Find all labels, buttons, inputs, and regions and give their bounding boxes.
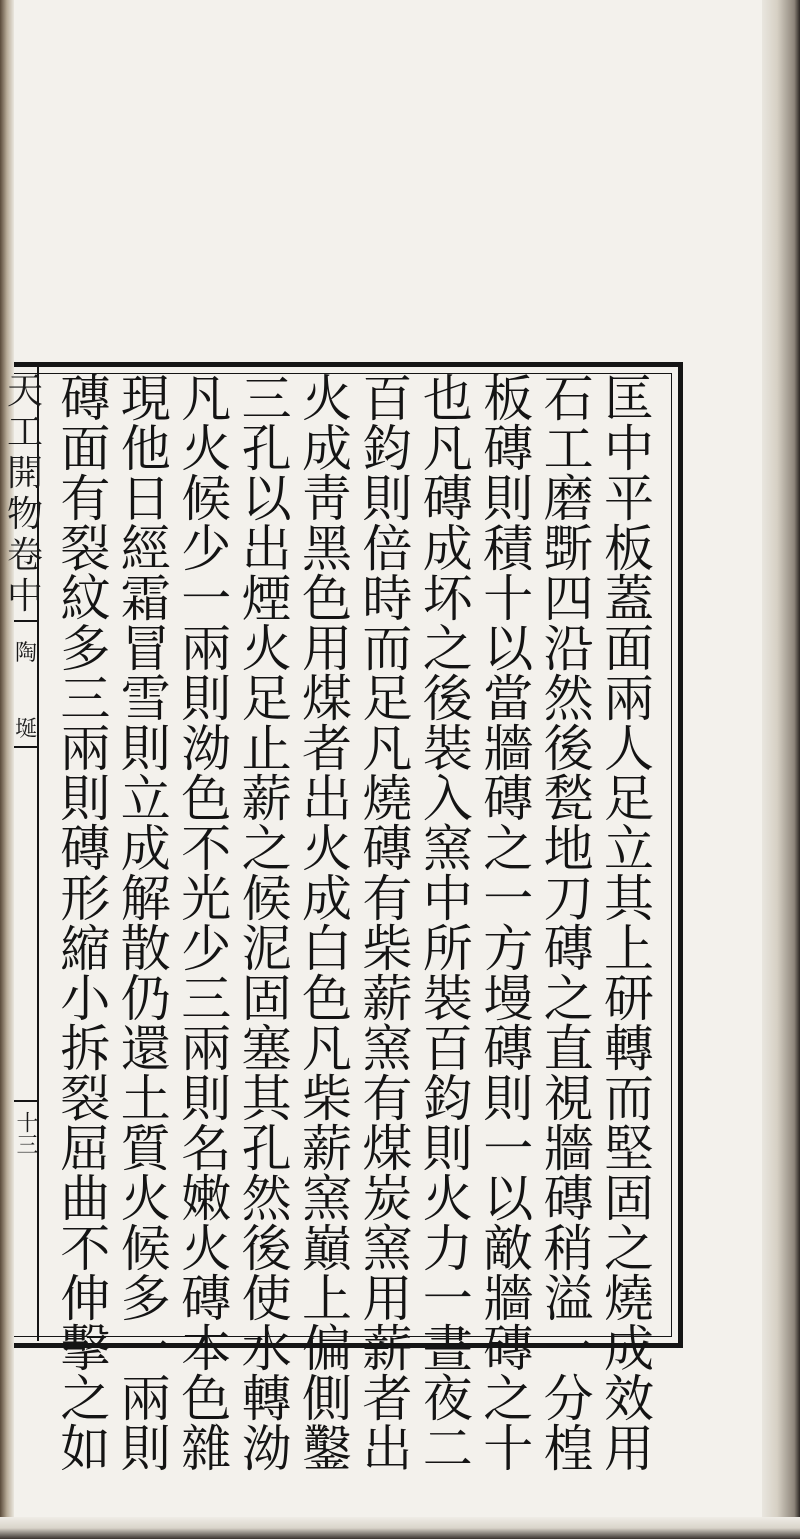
text-column-4	[419, 370, 477, 1478]
character: 日	[120, 470, 171, 528]
character: 中	[422, 870, 473, 928]
character: 成	[422, 520, 473, 578]
character: 炭	[362, 1170, 413, 1228]
character: 兩	[181, 620, 232, 678]
book-spine-shadow	[0, 0, 14, 1539]
character: 燒	[604, 1270, 654, 1328]
character: 三	[181, 970, 232, 1028]
character: 視	[543, 1070, 594, 1128]
character: 磚	[483, 1020, 534, 1078]
character: 如	[60, 1420, 111, 1478]
character: 斲	[543, 520, 594, 578]
character: 一	[422, 1270, 473, 1328]
glyph: 天	[7, 371, 44, 412]
character: 則	[181, 670, 232, 728]
character: 色	[302, 570, 352, 628]
character: 立	[120, 770, 171, 828]
character: 兩	[60, 720, 111, 778]
character: 還	[120, 1020, 171, 1078]
character: 蓋	[604, 570, 654, 628]
character: 凡	[302, 1020, 352, 1078]
character: 然	[241, 1170, 292, 1228]
margin-divider	[14, 1100, 38, 1102]
character: 一	[181, 570, 232, 628]
character: 止	[241, 720, 292, 778]
character: 牆	[483, 1270, 534, 1328]
character: 煤	[362, 1120, 413, 1178]
page-edge-right	[762, 0, 800, 1539]
character: 凡	[181, 370, 232, 428]
character: 多	[60, 620, 111, 678]
character: 有	[362, 1070, 413, 1128]
character: 倍	[362, 520, 413, 578]
character: 煙	[241, 570, 292, 628]
character: 則	[181, 1070, 232, 1128]
character: 土	[120, 1070, 171, 1128]
character: 之	[422, 620, 473, 678]
glyph: 中	[7, 576, 44, 617]
character: 裂	[60, 1070, 111, 1128]
character: 磨	[543, 470, 594, 528]
glyph: 物	[7, 494, 44, 535]
character: 凡	[362, 720, 413, 778]
character: 霜	[120, 570, 171, 628]
character: 一	[120, 1320, 171, 1378]
character: 不	[181, 820, 232, 878]
character: 窯	[302, 1170, 352, 1228]
text-column-10	[56, 370, 114, 1478]
character: 形	[60, 870, 111, 928]
character: 柴	[362, 920, 413, 978]
character: 以	[241, 470, 292, 528]
character: 用	[604, 1420, 654, 1478]
character: 薪	[362, 1320, 413, 1378]
character: 伸	[60, 1270, 111, 1328]
character: 磚	[181, 1270, 232, 1328]
character: 後	[241, 1220, 292, 1278]
character: 面	[60, 420, 111, 478]
character: 三	[241, 370, 292, 428]
character: 候	[181, 470, 232, 528]
text-column-6	[298, 370, 356, 1478]
character: 候	[120, 1220, 171, 1278]
text-column-9	[117, 370, 175, 1478]
character: 固	[604, 1170, 654, 1228]
text-column-1	[600, 370, 658, 1478]
character: 火	[302, 820, 352, 878]
character: 泑	[241, 1420, 292, 1478]
character: 牆	[543, 1120, 594, 1178]
character: 本	[181, 1320, 232, 1378]
character: 匡	[604, 370, 654, 428]
character: 楻	[543, 1420, 594, 1478]
character: 一	[483, 1120, 534, 1178]
character: 立	[604, 820, 654, 878]
character: 百	[422, 1020, 473, 1078]
character: 他	[120, 420, 171, 478]
character: 固	[241, 970, 292, 1028]
character: 然	[543, 670, 594, 728]
glyph: 陶	[14, 641, 37, 666]
character: 裂	[60, 520, 111, 578]
character: 水	[241, 1320, 292, 1378]
character: 平	[604, 470, 654, 528]
character: 而	[362, 620, 413, 678]
character: 研	[604, 970, 654, 1028]
character: 兩	[604, 670, 654, 728]
glyph: 開	[7, 453, 44, 494]
character: 之	[60, 1370, 111, 1428]
character: 中	[604, 420, 654, 478]
character: 磚	[483, 1320, 534, 1378]
character: 成	[120, 820, 171, 878]
character: 磚	[483, 420, 534, 478]
character: 薪	[302, 1120, 352, 1178]
margin-book-title	[7, 371, 44, 617]
character: 磚	[362, 820, 413, 878]
character: 質	[120, 1120, 171, 1178]
character: 色	[181, 1370, 232, 1428]
character: 工	[543, 420, 594, 478]
character: 之	[241, 820, 292, 878]
character: 刀	[543, 870, 594, 928]
character: 板	[483, 370, 534, 428]
character: 裝	[422, 720, 473, 778]
character: 出	[302, 770, 352, 828]
character: 而	[604, 1070, 654, 1128]
character: 泑	[181, 720, 232, 778]
character: 以	[483, 620, 534, 678]
character: 夜	[422, 1370, 473, 1428]
character: 薪	[241, 770, 292, 828]
character: 窯	[422, 820, 473, 878]
character: 火	[241, 620, 292, 678]
character: 少	[181, 920, 232, 978]
character: 白	[302, 920, 352, 978]
text-column-7	[238, 370, 296, 1478]
character: 靑	[302, 470, 352, 528]
character: 兩	[120, 1370, 171, 1428]
character: 經	[120, 520, 171, 578]
character: 後	[422, 670, 473, 728]
character: 甃	[543, 770, 594, 828]
character: 十	[483, 570, 534, 628]
character: 效	[604, 1370, 654, 1428]
character: 時	[362, 570, 413, 628]
character: 分	[543, 1370, 594, 1428]
character: 足	[604, 770, 654, 828]
character: 以	[483, 1170, 534, 1228]
character: 鈞	[362, 420, 413, 478]
character: 仍	[120, 970, 171, 1028]
character: 燒	[362, 770, 413, 828]
character: 十	[483, 1420, 534, 1478]
character: 名	[181, 1120, 232, 1178]
character: 二	[422, 1420, 473, 1478]
character: 牆	[483, 720, 534, 778]
glyph: 卷	[7, 535, 44, 576]
character: 兩	[181, 1020, 232, 1078]
character: 方	[483, 920, 534, 978]
character: 者	[362, 1370, 413, 1428]
character: 成	[604, 1320, 654, 1378]
character: 磚	[543, 1170, 594, 1228]
character: 火	[181, 1220, 232, 1278]
character: 散	[120, 920, 171, 978]
character: 足	[241, 670, 292, 728]
character: 一	[543, 1320, 594, 1378]
character: 入	[422, 770, 473, 828]
character: 磚	[543, 920, 594, 978]
margin-divider	[14, 620, 38, 622]
character: 一	[483, 870, 534, 928]
margin-divider	[14, 746, 38, 748]
character: 色	[181, 770, 232, 828]
character: 火	[181, 420, 232, 478]
character: 窯	[362, 1020, 413, 1078]
character: 雪	[120, 670, 171, 728]
character: 成	[302, 420, 352, 478]
character: 敵	[483, 1220, 534, 1278]
character: 之	[483, 1370, 534, 1428]
character: 積	[483, 520, 534, 578]
character: 柴	[302, 1070, 352, 1128]
character: 當	[483, 670, 534, 728]
character: 三	[60, 670, 111, 728]
character: 地	[543, 820, 594, 878]
character: 曲	[60, 1170, 111, 1228]
character: 沿	[543, 620, 594, 678]
character: 之	[543, 970, 594, 1028]
character: 煤	[302, 670, 352, 728]
glyph: 工	[7, 412, 44, 453]
character: 塞	[241, 1020, 292, 1078]
character: 孔	[241, 420, 292, 478]
character: 則	[422, 1120, 473, 1178]
character: 偏	[302, 1320, 352, 1378]
character: 力	[422, 1220, 473, 1278]
character: 鈞	[422, 1070, 473, 1128]
character: 現	[120, 370, 171, 428]
character: 石	[543, 370, 594, 428]
character: 堅	[604, 1120, 654, 1178]
character: 所	[422, 920, 473, 978]
character: 直	[543, 1020, 594, 1078]
character: 足	[362, 670, 413, 728]
character: 雜	[181, 1420, 232, 1478]
glyph: 埏	[14, 717, 37, 742]
character: 磚	[483, 770, 534, 828]
character: 面	[604, 620, 654, 678]
character: 小	[60, 970, 111, 1028]
character: 巔	[302, 1220, 352, 1278]
character: 四	[543, 570, 594, 628]
character: 則	[362, 470, 413, 528]
character: 泥	[241, 920, 292, 978]
character: 也	[422, 370, 473, 428]
character: 縮	[60, 920, 111, 978]
character: 之	[604, 1220, 654, 1278]
character: 側	[302, 1370, 352, 1428]
character: 則	[60, 770, 111, 828]
character: 紋	[60, 570, 111, 628]
character: 晝	[422, 1320, 473, 1378]
character: 火	[302, 370, 352, 428]
character: 磚	[60, 370, 111, 428]
character: 坏	[422, 570, 473, 628]
character: 解	[120, 870, 171, 928]
text-column-5	[358, 370, 416, 1478]
character: 用	[362, 1270, 413, 1328]
margin-section-title	[14, 642, 38, 742]
character: 轉	[604, 1020, 654, 1078]
character: 多	[120, 1270, 171, 1328]
character: 黑	[302, 520, 352, 578]
character: 嫩	[181, 1170, 232, 1228]
character: 墁	[483, 970, 534, 1028]
character: 百	[362, 370, 413, 428]
character: 磚	[422, 470, 473, 528]
character: 上	[604, 920, 654, 978]
character: 其	[604, 870, 654, 928]
margin-page-number	[12, 1108, 38, 1158]
character: 轉	[241, 1370, 292, 1428]
character: 用	[302, 620, 352, 678]
character: 板	[604, 520, 654, 578]
page-edge-bottom	[0, 1517, 800, 1539]
character: 拆	[60, 1020, 111, 1078]
character: 者	[302, 720, 352, 778]
character: 少	[181, 520, 232, 578]
character: 薪	[362, 970, 413, 1028]
character: 之	[483, 820, 534, 878]
character: 則	[120, 1420, 171, 1478]
character: 出	[362, 1420, 413, 1478]
text-column-8	[177, 370, 235, 1478]
character: 屈	[60, 1120, 111, 1178]
character: 火	[422, 1170, 473, 1228]
margin-page-number-text: 十三	[13, 1111, 38, 1155]
character: 溢	[543, 1270, 594, 1328]
text-column-2	[540, 370, 598, 1478]
character: 孔	[241, 1120, 292, 1178]
character: 上	[302, 1270, 352, 1328]
character: 稍	[543, 1220, 594, 1278]
character: 則	[483, 470, 534, 528]
character: 擊	[60, 1320, 111, 1378]
text-column-3	[479, 370, 537, 1478]
character: 磚	[60, 820, 111, 878]
character: 成	[302, 870, 352, 928]
character: 人	[604, 720, 654, 778]
character: 有	[362, 870, 413, 928]
character: 其	[241, 1070, 292, 1128]
character: 窯	[362, 1220, 413, 1278]
character: 則	[483, 1070, 534, 1128]
character: 冒	[120, 620, 171, 678]
character: 有	[60, 470, 111, 528]
character: 不	[60, 1220, 111, 1278]
character: 色	[302, 970, 352, 1028]
character: 鑿	[302, 1420, 352, 1478]
character: 後	[543, 720, 594, 778]
character: 火	[120, 1170, 171, 1228]
character: 候	[241, 870, 292, 928]
character: 使	[241, 1270, 292, 1328]
character: 裝	[422, 970, 473, 1028]
character: 光	[181, 870, 232, 928]
character: 出	[241, 520, 292, 578]
character: 則	[120, 720, 171, 778]
character: 凡	[422, 420, 473, 478]
